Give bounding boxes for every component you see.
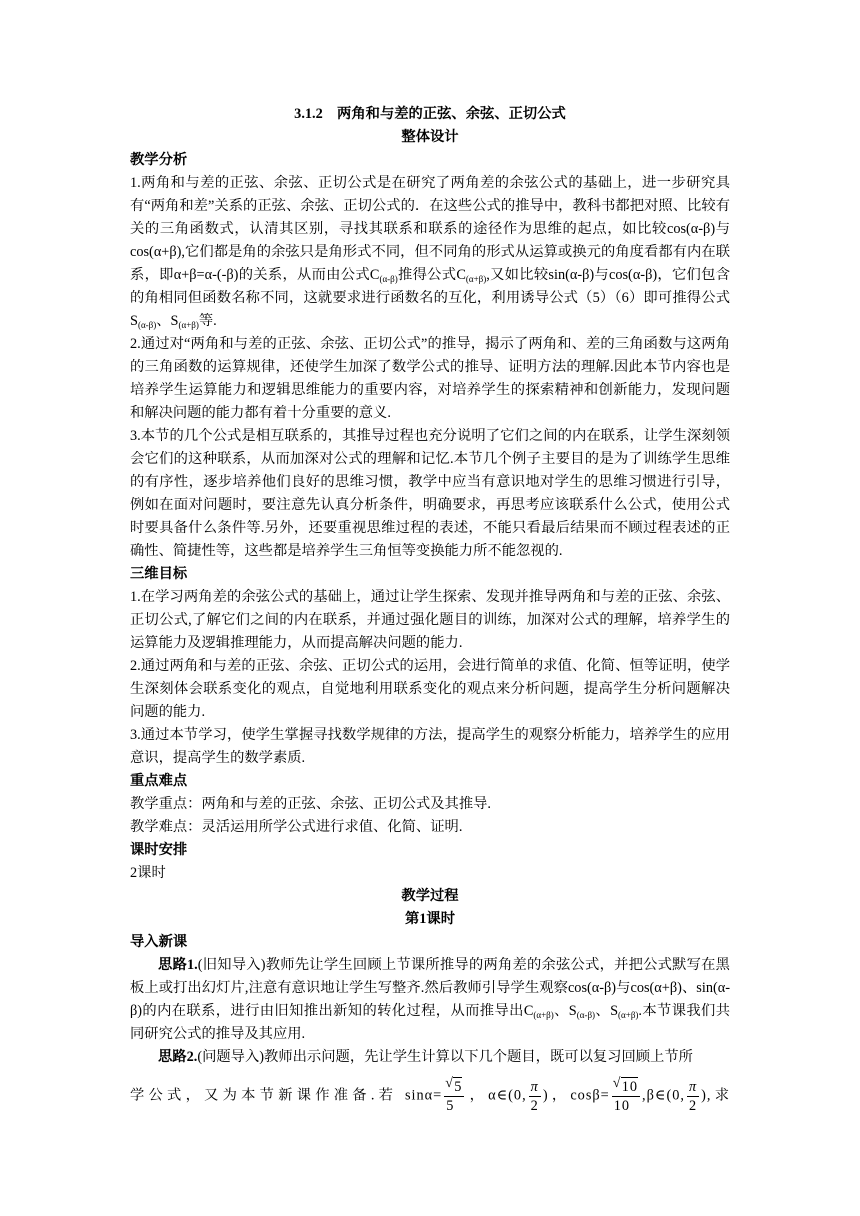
section-heading-intro: 导入新课	[130, 934, 188, 950]
paragraph: 3.通过本节学习，使学生掌握寻找数学规律的方法，提高学生的观察分析能力，培养学生的应用意识，提高学生的数学素质.	[130, 727, 730, 766]
formula-line: 学公式，又为本节新课作准备.若 sinα= √ $\frac{5}{5}$ ，α∈(0, $\frac{\pi}{2}$ )，cosβ= √ $\frac{10}{10}$ ,β∈(0, $\frac{\pi}{2}$ ),求	[130, 1077, 730, 1115]
paragraph: 2.通过对“两角和与差的正弦、余弦、正切公式”的推导，揭示了两角和、差的三角函数与这两角的三角函数的运算规律，还使学生加深了数学公式的推导、证明方法的理解.因此本节内容也是培养学生运算能力和逻辑思维能力的重要内容，对培养学生的探索精神和创新能力，发现问题和解决问题的能力都有着十分重要的意义.	[130, 336, 730, 421]
paragraph: 2课时	[130, 865, 166, 881]
section-heading-goals: 三维目标	[130, 566, 188, 582]
paragraph: 思路1.(旧知导入)教师先让学生回顾上节课所推导的两角差的余弦公式，并把公式默写在黑板上或打出幻灯片,注意有意识地让学生写整齐.然后教师引导学生观察cos(α-β)与cos(α+β)、sin(α-β)的内在联系，进行由旧知推出新知的转化过程，从而推导出$C_{(\alpha+\beta)}$、$S_{(\alpha-\beta)}$、$S_{(\alpha+\beta)}$.本节课我们共同研究公式的推导及其应用.	[130, 957, 730, 1042]
document-subtitle: 整体设计	[401, 129, 459, 145]
paragraph: 2.通过两角和与差的正弦、余弦、正切公式的运用，会进行简单的求值、化简、恒等证明，使学生深刻体会联系变化的观点，自觉地利用联系变化的观点来分析问题，提高学生分析问题解决问题的能力.	[130, 658, 730, 720]
document-title: 3.1.2 两角和与差的正弦、余弦、正切公式	[294, 106, 566, 122]
lesson-title: 第1课时	[404, 911, 456, 927]
fraction: √ $\frac{5}{5}$	[444, 1077, 464, 1115]
section-heading-schedule: 课时安排	[130, 842, 188, 858]
paragraph: 1.两角和与差的正弦、余弦、正切公式是在研究了两角差的余弦公式的基础上，进一步研究具有“两角和差”关系的正弦、余弦、正切公式的．在这些公式的推导中，教科书都把对照、比较有关的三角函数式，认清其区别，寻找其联系和联系的途径作为思维的起点，如比较cos(α-β)与cos(α+β),它们都是角的余弦只是角形式不同，但不同角的形式从运算或换元的角度看都有内在联系，即α+β=α-(-β)的关系，从而由公式$C_{(\alpha-\beta)}$推得公式$C_{(\alpha+\beta)}$,又如比较sin(α-β)与cos(α-β)，它们包含的角相同但函数名称不同，这就要求进行函数名的互化，利用诱导公式（5）（6）即可推得公式$S_{(\alpha-\beta)}$、$S_{(\alpha+\beta)}$等.	[130, 175, 730, 330]
fraction: √ $\frac{10}{10}$	[612, 1077, 640, 1115]
section-heading-key-points: 重点难点	[130, 773, 188, 789]
document-page	[130, 103, 730, 1115]
paragraph: 教学难点：灵活运用所学公式进行求值、化简、证明.	[130, 819, 463, 835]
paragraph: 1.在学习两角差的余弦公式的基础上，通过让学生探索、发现并推导两角和与差的正弦、余弦、正切公式,了解它们之间的内在联系，并通过强化题目的训练，加深对公式的理解，培养学生的运算能力及逻辑推理能力，从而提高解决问题的能力.	[130, 589, 730, 651]
paragraph: 思路2.(问题导入)教师出示问题，先让学生计算以下几个题目，既可以复习回顾上节所	[158, 1049, 693, 1065]
fraction: $\frac{\pi}{2}$	[530, 1078, 539, 1114]
fraction: $\frac{\pi}{2}$	[688, 1078, 698, 1114]
section-heading-analysis: 教学分析	[130, 152, 188, 168]
process-title: 教学过程	[401, 888, 459, 904]
paragraph: 教学重点：两角和与差的正弦、余弦、正切公式及其推导.	[130, 796, 491, 812]
paragraph: 3.本节的几个公式是相互联系的，其推导过程也充分说明了它们之间的内在联系，让学生深刻领会它们的这种联系，从而加深对公式的理解和记忆.本节几个例子主要目的是为了训练学生思维的有序性，逐步培养他们良好的思维习惯，教学中应当有意识地对学生的思维习惯进行引导，例如在面对问题时，要注意先认真分析条件，明确要求，再思考应该联系什么公式，使用公式时要具备什么条件等.另外，还要重视思维过程的表述，不能只看最后结果而不顾过程表述的正确性、简捷性等，这些都是培养学生三角恒等变换能力所不能忽视的.	[130, 428, 730, 559]
